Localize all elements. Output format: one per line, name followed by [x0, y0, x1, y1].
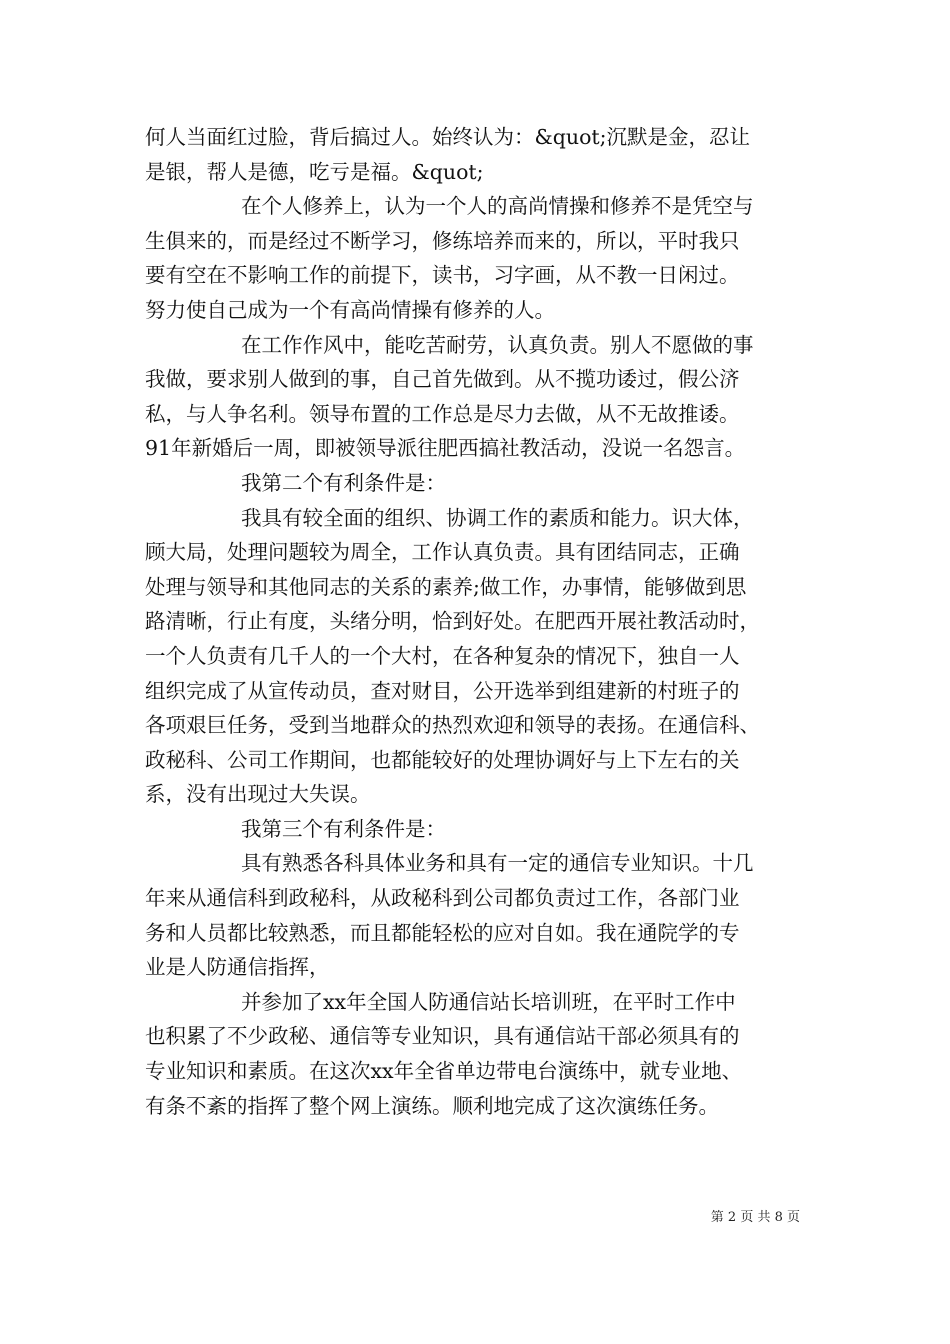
text-line: 在个人修养上，认为一个人的高尚情操和修养不是凭空与 [241, 194, 754, 219]
text-line: 系，没有出现过大失误。 [145, 782, 371, 807]
body-text [145, 120, 825, 1123]
text-line: 我第二个有利条件是： [241, 470, 446, 495]
text-line: 年来从通信科到政秘科，从政秘科到公司都负责过工作，各部门业 [145, 886, 740, 911]
text-line: 务和人员都比较熟悉，而且都能轻松的应对自如。我在通院学的专 [145, 920, 740, 945]
text-line: 91年新婚后一周，即被领导派往肥西搞社教活动，没说一名怨言。 [145, 436, 746, 461]
text-line: 一个人负责有几千人的一个大村，在各种复杂的情况下，独自一人 [145, 643, 740, 668]
text-line: 顾大局，处理问题较为周全，工作认真负责。具有团结同志，正确 [145, 540, 740, 565]
text-line: 专业知识和素质。在这次xx年全省单边带电台演练中，就专业地、 [145, 1059, 743, 1084]
text-line: 要有空在不影响工作的前提下，读书，习字画，从不教一日闲过。 [145, 263, 740, 288]
text-line: 我第三个有利条件是： [241, 816, 446, 841]
text-line: 业是人防通信指挥， [145, 955, 330, 980]
page-number: 第 2 页 共 8 页 [710, 1210, 800, 1225]
text-line: 具有熟悉各科具体业务和具有一定的通信专业知识。十几 [241, 851, 754, 876]
text-line: 处理与领导和其他同志的关系的素养;做工作，办事情，能够做到思 [145, 574, 747, 599]
text-line: 是银，帮人是德，吃亏是福。&quot; [145, 159, 484, 184]
text-line: 努力使自己成为一个有高尚情操有修养的人。 [145, 297, 555, 322]
text-line: 也积累了不少政秘、通信等专业知识，具有通信站干部必须具有的 [145, 1024, 740, 1049]
text-line: 路清晰，行止有度，头绪分明，恰到好处。在肥西开展社教活动时， [145, 609, 760, 634]
text-line: 我做，要求别人做到的事，自己首先做到。从不揽功诿过，假公济 [145, 367, 740, 392]
text-line: 组织完成了从宣传动员，查对财目，公开选举到组建新的村班子的 [145, 678, 740, 703]
text-line: 并参加了xx年全国人防通信站长培训班，在平时工作中 [241, 989, 736, 1014]
text-line: 生俱来的，而是经过不断学习，修练培养而来的，所以，平时我只 [145, 228, 740, 253]
text-line: 何人当面红过脸，背后搞过人。始终认为：&quot;沉默是金，忍让 [145, 125, 751, 149]
text-line: 在工作作风中，能吃苦耐劳，认真负责。别人不愿做的事 [241, 332, 754, 357]
text-line: 我具有较全面的组织、协调工作的素质和能力。识大体， [241, 505, 754, 530]
text-line: 私，与人争名利。领导布置的工作总是尽力去做，从不无故推诿。 [145, 401, 740, 426]
text-line: 有条不紊的指挥了整个网上演练。顺利地完成了这次演练任务。 [145, 1093, 719, 1118]
text-line: 各项艰巨任务，受到当地群众的热烈欢迎和领导的表扬。在通信科、 [145, 713, 760, 738]
text-line: 政秘科、公司工作期间，也都能较好的处理协调好与上下左右的关 [145, 747, 740, 772]
